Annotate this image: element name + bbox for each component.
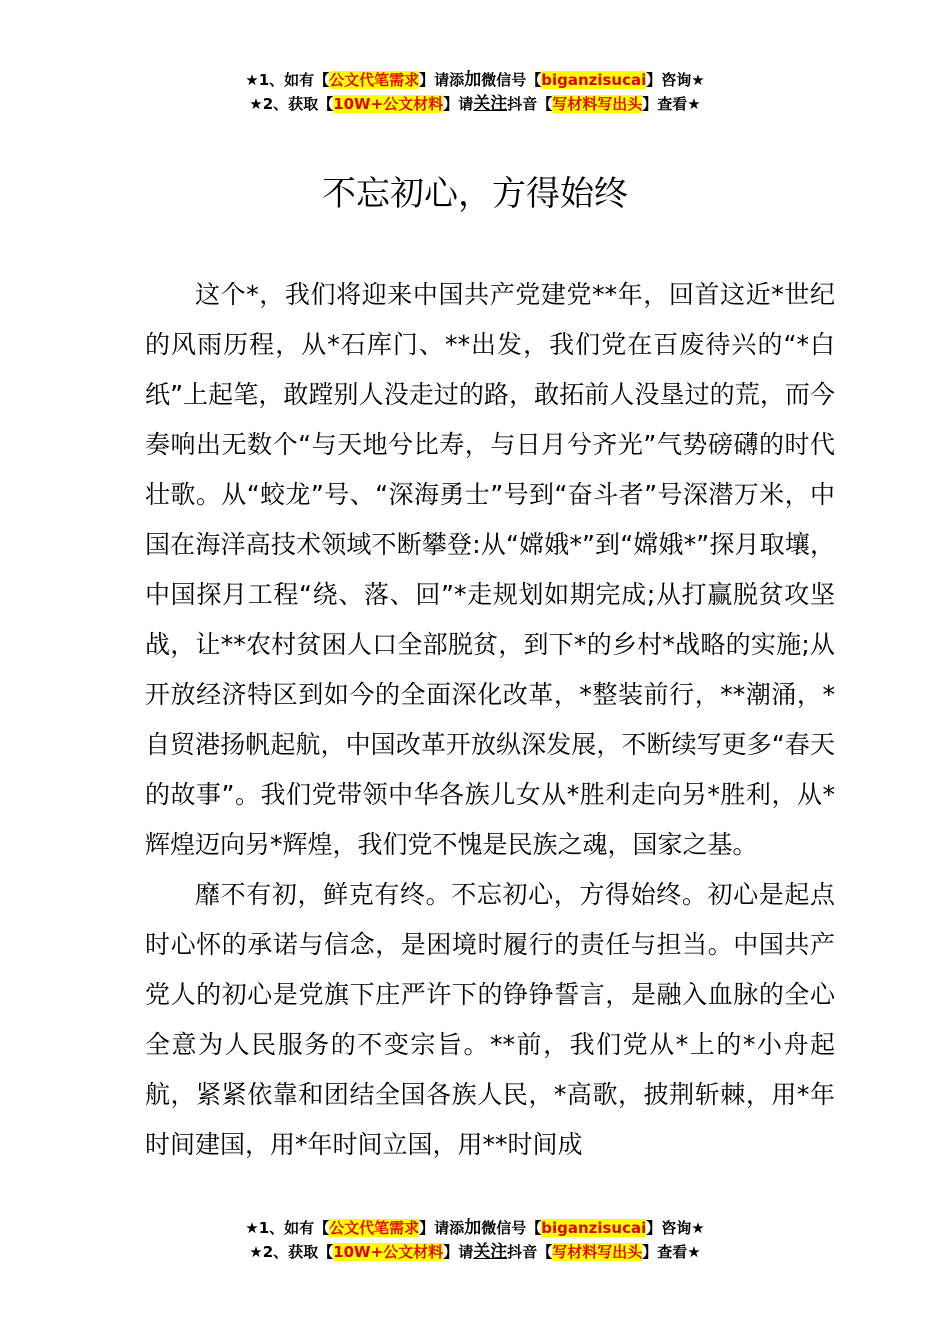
banner-wechat-id: biganzisucai xyxy=(541,1219,647,1237)
header-banner xyxy=(0,68,950,116)
banner-highlight: 10W+公文材料 xyxy=(333,95,444,113)
banner-text: ★2、获取【 xyxy=(249,95,334,113)
banner-text: 】请添 xyxy=(419,1219,465,1237)
banner-text: 】咨询★ xyxy=(646,1219,705,1237)
banner-line-1 xyxy=(0,1216,950,1240)
banner-text: 微信号【 xyxy=(481,71,542,89)
paragraph-1: 这个*，我们将迎来中国共产党建党**年，回首这近*世纪的风雨历程，从*石库门、**出发，我们党在百废待兴的“*白纸”上起笔，敢蹚别人没走过的路，敢拓前人没垦过的荒，而今奏响出无数个“与天地兮比寿，与日月兮齐光”气势磅礴的时代壮歌。从“蛟龙”号、“深海勇士”号到“奋斗者”号深潜万米，中国在海洋高技术领域不断攀登:从“嫦娥*”到“嫦娥*”探月取壤，中国探月工程“绕、落、回”*走规划如期完成;从打赢脱贫攻坚战，让**农村贫困人口全部脱贫，到下*的乡村*战略的实施;从开放经济特区到如今的全面深化改革，*整装前行，**潮涌，*自贸港扬帆起航，中国改革开放纵深发展，不断续写更多“春天的故事”。我们党带领中华各族儿女从*胜利走向另*胜利，从*辉煌迈向另*辉煌，我们党不愧是民族之魂，国家之基。 xyxy=(145,280,835,859)
banner-highlight: 10W+公文材料 xyxy=(333,1243,444,1261)
footer-banner xyxy=(0,1216,950,1264)
banner-text: 加 xyxy=(464,70,482,90)
banner-line-2 xyxy=(0,92,950,116)
paragraph-2: 靡不有初，鲜克有终。不忘初心，方得始终。初心是起点时心怀的承诺与信念，是困境时履行的责任与担当。中国共产党人的初心是党旗下庄严许下的铮铮誓言，是融入血脉的全心全意为人民服务的不变宗旨。**前，我们党从*上的*小舟起航，紧紧依靠和团结全国各族人民，*高歌，披荆斩棘，用*年时间建国，用*年时间立国，用**时间成 xyxy=(145,880,835,1159)
banner-text: 抖音【 xyxy=(507,1243,553,1261)
banner-text: 】请 xyxy=(443,95,474,113)
banner-douyin-id: 写材料写出头 xyxy=(552,95,643,113)
banner-line-1 xyxy=(0,68,950,92)
document-title: 不忘初心，方得始终 xyxy=(322,174,628,214)
banner-text: ★2、获取【 xyxy=(249,1243,334,1261)
banner-text: 关注 xyxy=(473,94,508,114)
banner-douyin-id: 写材料写出头 xyxy=(552,1243,643,1261)
banner-text: ★1、如有【 xyxy=(245,1219,330,1237)
banner-text: 关注 xyxy=(473,1242,508,1262)
banner-text: 加 xyxy=(464,1218,482,1238)
banner-text: 】请 xyxy=(443,1243,474,1261)
banner-text: ★1、如有【 xyxy=(245,71,330,89)
banner-wechat-id: biganzisucai xyxy=(541,71,647,89)
banner-text: 抖音【 xyxy=(507,95,553,113)
banner-highlight: 公文代笔需求 xyxy=(329,1219,420,1237)
banner-text: 】查看★ xyxy=(642,1243,701,1261)
document-body xyxy=(145,270,835,1170)
banner-text: 】查看★ xyxy=(642,95,701,113)
banner-line-2 xyxy=(0,1240,950,1264)
banner-highlight: 公文代笔需求 xyxy=(329,71,420,89)
banner-text: 微信号【 xyxy=(481,1219,542,1237)
banner-text: 】咨询★ xyxy=(646,71,705,89)
banner-text: 】请添 xyxy=(419,71,465,89)
